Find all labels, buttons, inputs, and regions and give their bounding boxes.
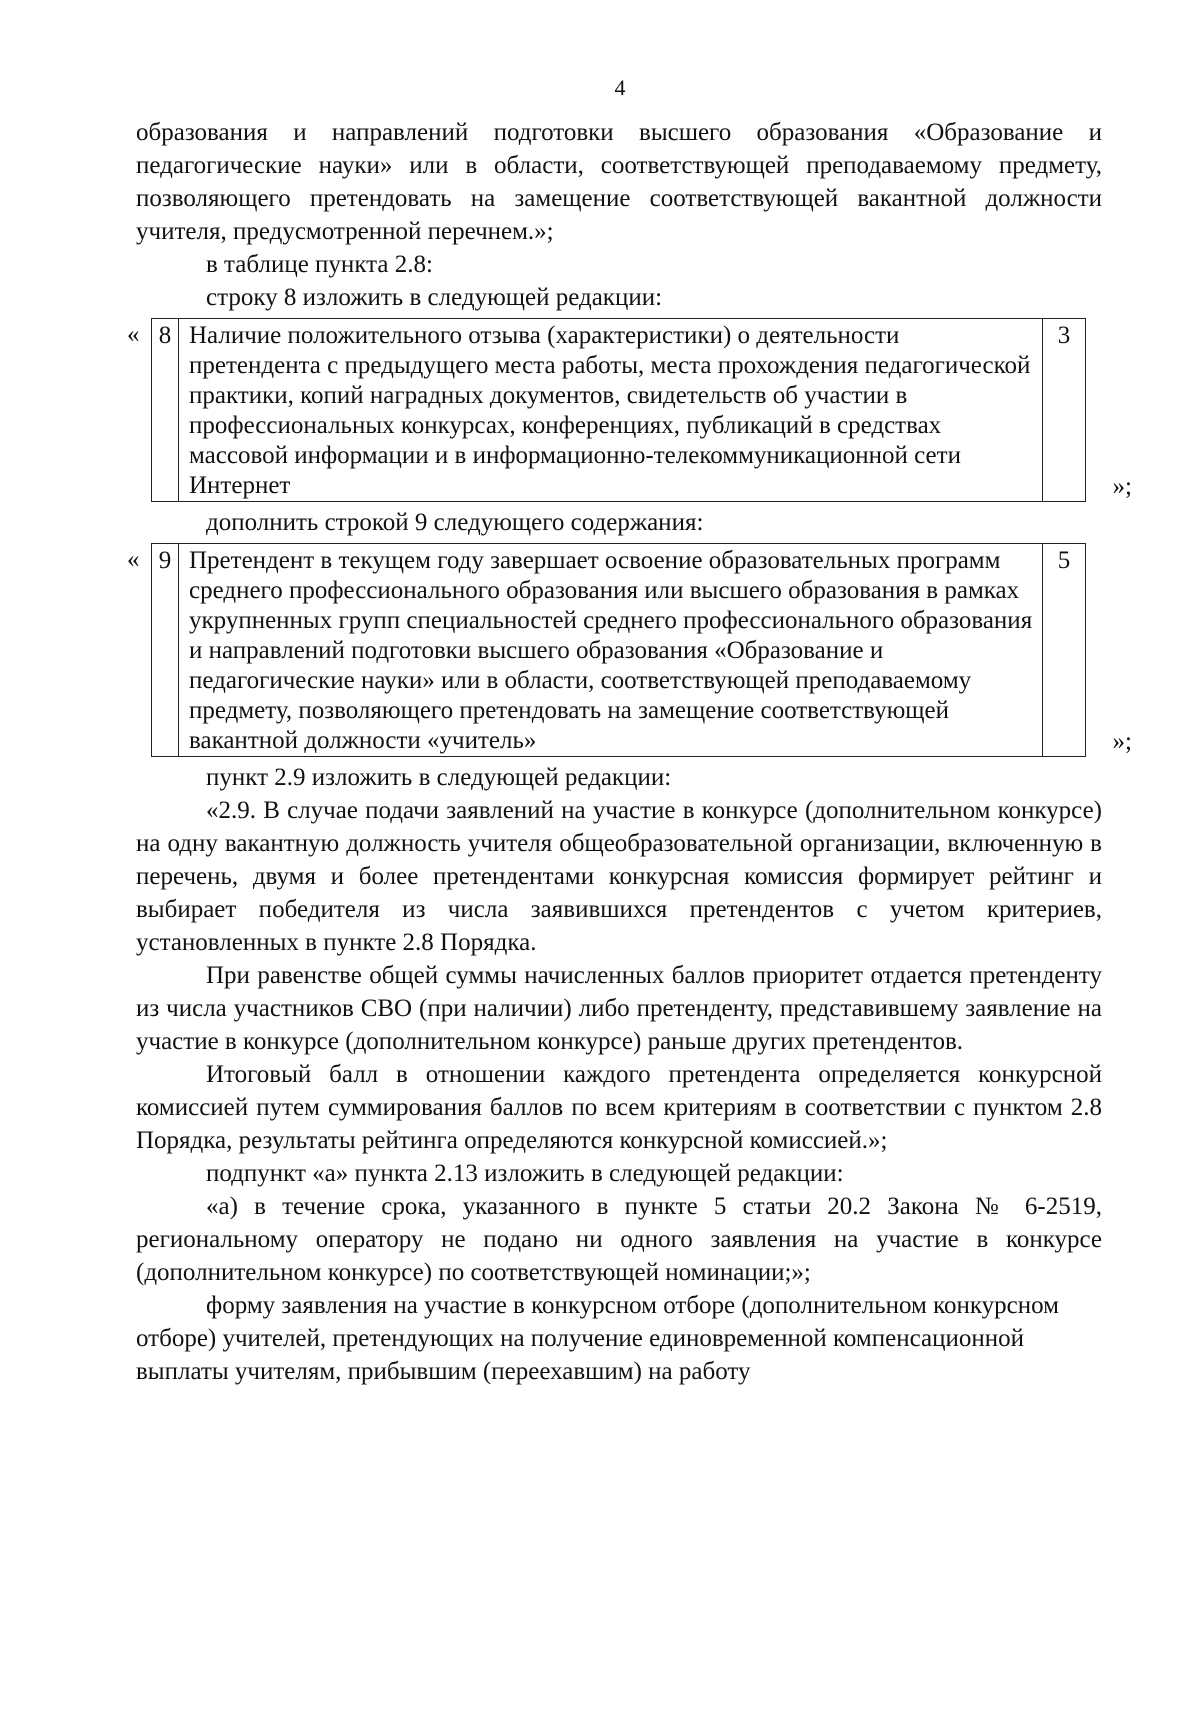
closing-quote: »;: [1112, 728, 1132, 755]
opening-quote: «: [127, 321, 140, 348]
paragraph-application-form: форму заявления на участие в конкурсном отборе (дополнительном конкурсном отборе) учителей, претендующих на получение единовременной компенсационной выплаты учителям, прибывшим (переехавшим) на работу: [136, 1292, 1059, 1385]
row-number: 8: [152, 319, 179, 502]
criterion-text: Претендент в текущем году завершает освоение образовательных программ среднего профессионального образования или высшего образования в рамках укрупненных групп специальностей среднего профессионального образования и направлений подготовки высшего образования «Образование и педагогические науки» или в области, соответствующей преподаваемому предмету, позволяющего претендовать на замещение соответствующей вакантной должности «учитель»: [179, 544, 1043, 757]
paragraph-continuation: образования и направлений подготовки высшего образования «Образование и педагогические науки» или в области, соответствующей преподаваемому предмету, позволяющего претендовать на замещение соответствующей вакантной должности учителя, предусмотренной перечнем.»;: [136, 119, 1102, 245]
table-row: [152, 319, 1086, 502]
closing-quote: »;: [1112, 473, 1132, 500]
criterion-points: 3: [1043, 319, 1086, 502]
paragraph-subpoint-a-intro: подпункт «а» пункта 2.13 изложить в следующей редакции:: [206, 1160, 844, 1187]
row-number: 9: [152, 544, 179, 757]
paragraph-equal-scores: При равенстве общей суммы начисленных баллов приоритет отдается претенденту из числа участников СВО (при наличии) либо претенденту, представившему заявление на участие в конкурсе (дополнительном конкурсе) раньше других претендентов.: [136, 962, 1102, 1055]
document-body: [127, 116, 1132, 1388]
paragraph-row9-intro: дополнить строкой 9 следующего содержания:: [206, 509, 704, 536]
paragraph-point-2-9-intro: пункт 2.9 изложить в следующей редакции:: [206, 764, 672, 791]
criteria-table-row-9: [127, 543, 1132, 757]
criterion-points: 5: [1043, 544, 1086, 757]
opening-quote: «: [127, 546, 140, 573]
paragraph-point-2-9-text: «2.9. В случае подачи заявлений на участие в конкурсе (дополнительном конкурсе) на одну вакантную должность учителя общеобразовательной организации, включенную в перечень, двумя и более претендентами конкурсная комиссия формирует рейтинг и выбирает победителя из числа заявившихся претендентов с учетом критериев, установленных в пункте 2.8 Порядка.: [136, 797, 1102, 956]
paragraph-subpoint-a-text: «а) в течение срока, указанного в пункте 5 статьи 20.2 Закона № 6-2519, региональному оператору не подано ни одного заявления на участие в конкурсе (дополнительном конкурсе) по соответствующей номинации;»;: [136, 1193, 1102, 1286]
table-row: [152, 544, 1086, 757]
criteria-table-row-8: [127, 318, 1132, 502]
page-number: 4: [614, 75, 626, 100]
criterion-text: Наличие положительного отзыва (характеристики) о деятельности претендента с предыдущего места работы, места прохождения педагогической практики, копий наградных документов, свидетельств об участии в профессиональных конкурсах, конференциях, публикаций в средствах массовой информации и в информационно-телекоммуникационной сети Интернет: [179, 319, 1043, 502]
paragraph-table-ref: в таблице пункта 2.8:: [206, 251, 433, 278]
paragraph-final-score: Итоговый балл в отношении каждого претендента определяется конкурсной комиссией путем суммирования баллов по всем критериям в соответствии с пунктом 2.8 Порядка, результаты рейтинга определяются конкурсной комиссией.»;: [136, 1061, 1102, 1154]
paragraph-row8-intro: строку 8 изложить в следующей редакции:: [206, 284, 663, 311]
